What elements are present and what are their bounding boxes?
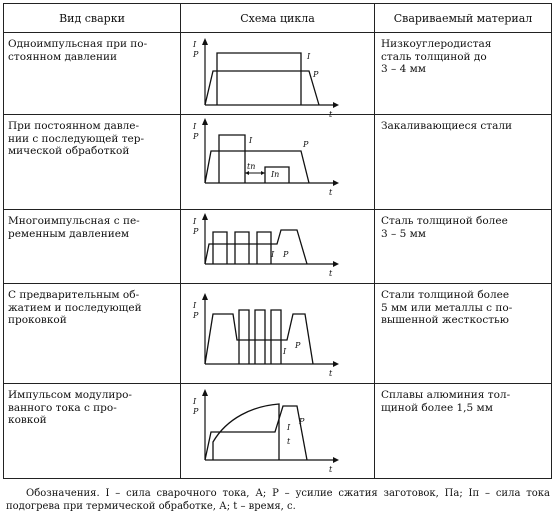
welding-type-cell: При постоянном давле- нии с последующей тер- мической обработкой xyxy=(8,120,145,157)
axis-label-p: P xyxy=(192,227,198,236)
table-header-row xyxy=(4,4,552,33)
curve-label-i: I xyxy=(270,250,274,259)
axis-label-i: I xyxy=(192,217,196,226)
axis-label-p: P xyxy=(192,132,198,141)
welding-type-cell: С предварительным об- жатием и последующей проковкой xyxy=(8,289,142,326)
curve-label-p-upper: P xyxy=(298,417,304,426)
curve-label-p: P xyxy=(312,70,318,79)
axis-label-i: I xyxy=(192,40,196,49)
welding-type-cell: Одноимпульсная при по- стоянном давлении xyxy=(8,38,148,63)
axis-label-i: I xyxy=(192,301,196,310)
curve-label-p: P xyxy=(302,140,308,149)
axis-label-p: P xyxy=(192,311,198,320)
table-row xyxy=(4,115,552,210)
table-row xyxy=(4,33,552,115)
axis-label-t: t xyxy=(328,110,332,119)
cycle-diagram-precompression xyxy=(183,284,373,380)
curve-label-p: I xyxy=(286,423,290,432)
header-material: Свариваемый материал xyxy=(375,4,552,33)
table-row xyxy=(4,384,552,479)
axis-label-t: t xyxy=(328,369,332,378)
axis-label-i: I xyxy=(192,122,196,131)
axis-label-i: I xyxy=(192,397,196,406)
table-row xyxy=(4,210,552,284)
label-tp: tп xyxy=(246,162,255,171)
axis-label-t: t xyxy=(328,269,332,278)
material-cell: Закаливающиеся стали xyxy=(381,120,513,132)
header-cycle-scheme: Схема цикла xyxy=(181,4,375,33)
axis-label-p: P xyxy=(192,50,198,59)
curve-label-i: t xyxy=(286,437,290,446)
cycle-diagram-modulated-current xyxy=(183,384,373,476)
axis-label-t: t xyxy=(328,465,332,474)
axis-label-p: P xyxy=(192,407,198,416)
cycle-diagram-single-pulse xyxy=(183,33,373,119)
curve-label-i: I xyxy=(248,136,252,145)
curve-label-i: I xyxy=(282,347,286,356)
curve-label-p: P xyxy=(294,341,300,350)
label-ip: Iп xyxy=(270,170,279,179)
cycle-diagram-multi-pulse xyxy=(183,210,373,282)
welding-cycles-table xyxy=(3,3,552,479)
table-row xyxy=(4,284,552,384)
legend-footnote: Обозначения. I – сила сварочного тока, А; P – усилие сжатия заготовок, Па; Iп – сила тока подогрева при термической обработке, А; t – время, с. xyxy=(6,488,550,512)
welding-type-cell: Импульсом модулиро- ванного тока с про- ковкой xyxy=(8,389,132,426)
header-welding-type: Вид сварки xyxy=(4,4,181,33)
material-cell: Стали толщиной более 5 мм или металлы с по- вышенной жесткостью xyxy=(381,289,513,326)
welding-type-cell: Многоимпульсная с пе- ременным давлением xyxy=(8,215,140,240)
material-cell: Сталь толщиной более 3 – 5 мм xyxy=(381,215,508,240)
material-cell: Низкоуглеродистая сталь толщиной до 3 – 4 мм xyxy=(381,38,492,75)
axis-label-t: t xyxy=(328,188,332,197)
cycle-diagram-heat-treatment xyxy=(183,115,373,207)
curve-label-p: P xyxy=(282,250,288,259)
curve-label-i: I xyxy=(306,52,310,61)
material-cell: Сплавы алюминия тол- щиной более 1,5 мм xyxy=(381,389,511,414)
